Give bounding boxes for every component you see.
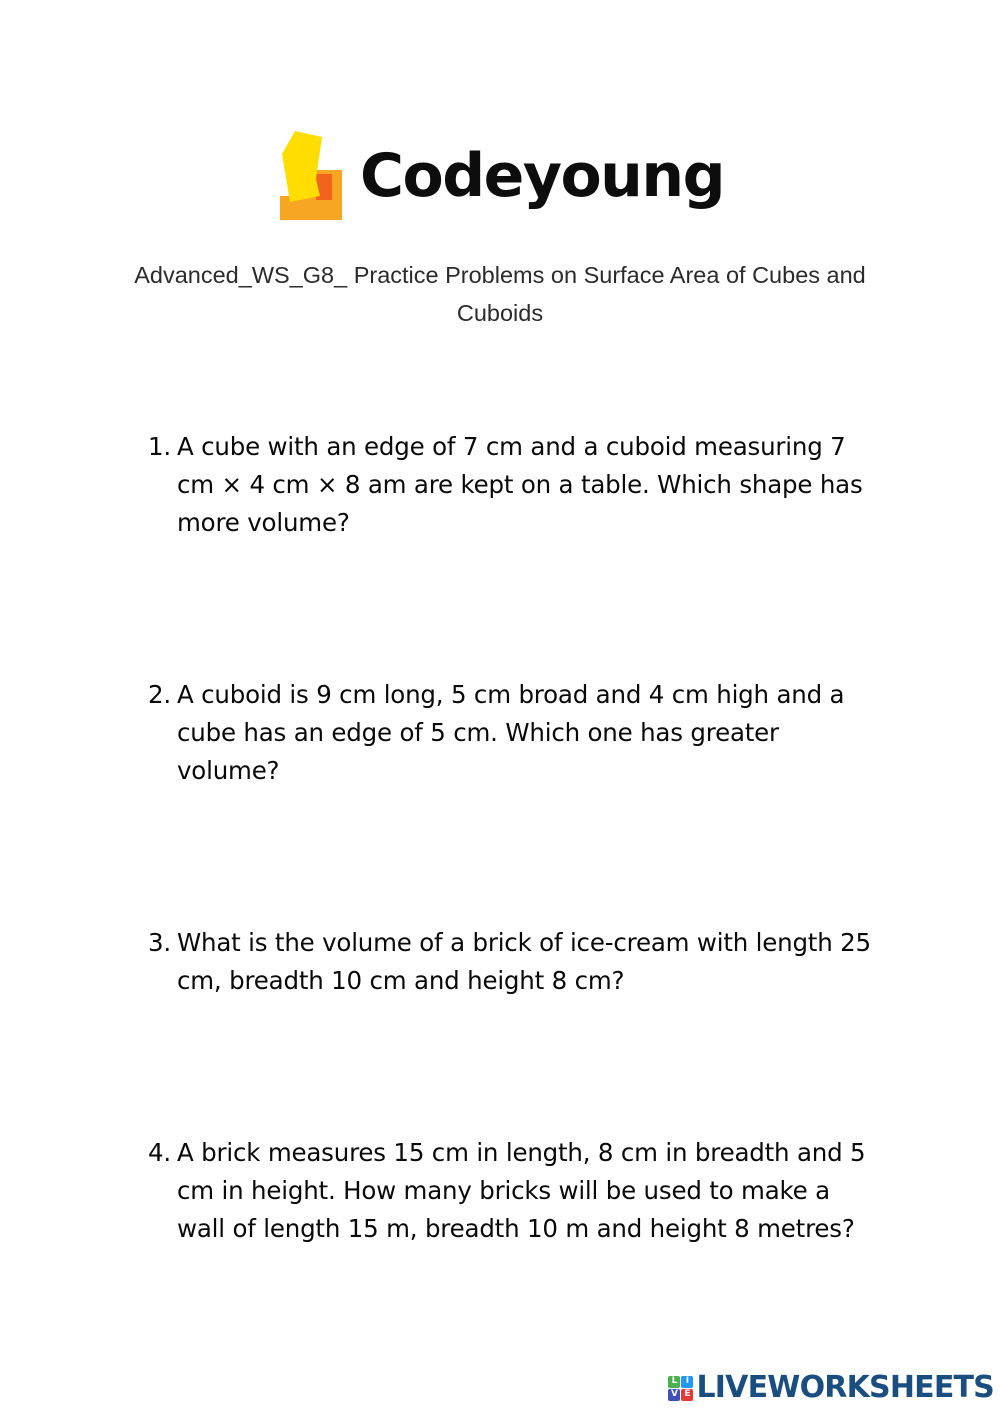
question-text: A brick measures 15 cm in length, 8 cm in breadth and 5 cm in height. How many bricks will be used to make a wall of length 15 m, breadth 10 m and height 8 metres? bbox=[177, 1138, 866, 1244]
worksheet-title: Advanced_WS_G8_ Practice Problems on Surface Area of Cubes and Cuboids bbox=[134, 262, 866, 327]
liveworksheets-wordmark: LIVEWORKSHEETS bbox=[696, 1370, 994, 1405]
question-item bbox=[148, 428, 878, 543]
badge-tile-i: I bbox=[681, 1376, 693, 1388]
question-number: 3. bbox=[148, 928, 171, 957]
codeyoung-wordmark: Codeyoung bbox=[359, 141, 725, 211]
liveworksheets-badge-icon bbox=[668, 1376, 693, 1401]
question-text: What is the volume of a brick of ice-cream with length 25 cm, breadth 10 cm and height 8 cm? bbox=[177, 928, 871, 996]
question-item bbox=[148, 1134, 878, 1249]
question-number: 2. bbox=[148, 680, 171, 709]
liveworksheets-watermark bbox=[668, 1370, 994, 1405]
question-text: A cuboid is 9 cm long, 5 cm broad and 4 cm high and a cube has an edge of 5 cm. Which one has greater volume? bbox=[177, 680, 845, 786]
question-number: 4. bbox=[148, 1138, 171, 1167]
badge-tile-l: L bbox=[668, 1376, 680, 1388]
badge-tile-v: V bbox=[668, 1389, 680, 1401]
question-item bbox=[148, 924, 878, 1000]
question-number: 1. bbox=[148, 432, 171, 461]
question-item bbox=[148, 676, 878, 791]
badge-tile-e: E bbox=[681, 1389, 693, 1401]
question-text: A cube with an edge of 7 cm and a cuboid measuring 7 cm × 4 cm × 8 am are kept on a table. Which shape has more volume? bbox=[177, 432, 863, 538]
